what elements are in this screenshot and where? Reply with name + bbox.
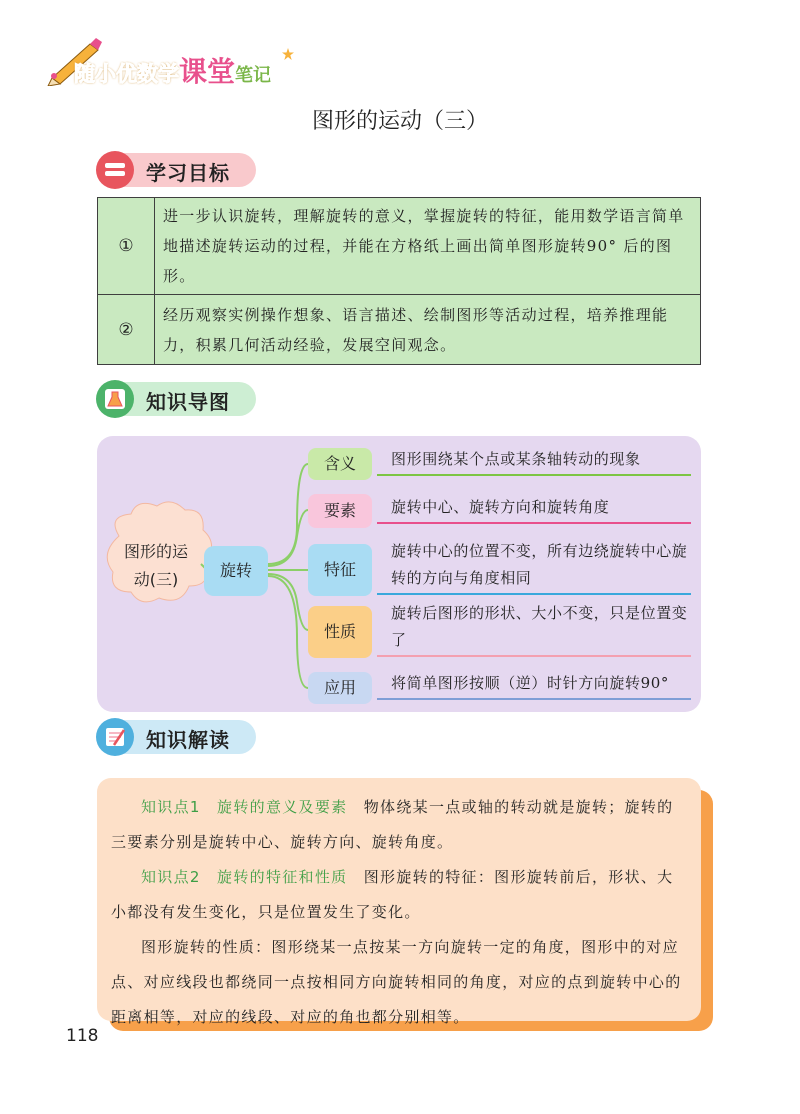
explanation-box	[97, 778, 701, 1026]
knowledge-point-1: 知识点1 旋转的意义及要素 物体绕某一点或轴的转动就是旋转；旋转的三要素分别是旋转中心、旋转方向、旋转角度。	[111, 798, 674, 851]
section-title: 知识解读	[146, 728, 230, 752]
mind-map-root: 图形的运 动(三)	[123, 542, 188, 589]
objective-number: ①	[98, 198, 155, 295]
mind-map-node-application: 应用	[308, 672, 372, 704]
book-logo	[46, 38, 296, 88]
table-row	[98, 198, 701, 295]
section-title: 学习目标	[146, 161, 230, 185]
objectives-table	[97, 197, 701, 365]
page-number: 118	[66, 1026, 99, 1046]
mind-map-desc-properties: 旋转后图形的形状、大小不变，只是位置变了	[377, 600, 691, 657]
section-header-explanation	[96, 718, 256, 756]
notepad-icon	[96, 718, 134, 756]
objective-number: ②	[98, 295, 155, 365]
logo-text	[74, 50, 271, 90]
logo-text-series: 随小优数学	[74, 62, 179, 86]
mind-map-node-features: 特征	[308, 544, 372, 596]
section-header-objectives	[96, 151, 256, 189]
mind-map-center: 旋转	[204, 546, 268, 596]
mind-map-node-elements: 要素	[308, 494, 372, 528]
section-header-mindmap	[96, 380, 256, 418]
book-icon	[96, 151, 134, 189]
logo-text-class: 课堂	[179, 55, 236, 88]
section-title: 知识导图	[146, 390, 230, 414]
mind-map-desc-elements: 旋转中心、旋转方向和旋转角度	[377, 494, 691, 524]
table-row	[98, 295, 701, 365]
knowledge-point-title: 知识点2 旋转的特征和性质	[141, 868, 348, 886]
mind-map-desc-features: 旋转中心的位置不变，所有边绕旋转中心旋转的方向与角度相同	[377, 538, 691, 595]
objective-text: 进一步认识旋转，理解旋转的意义，掌握旋转的特征，能用数学语言简单地描述旋转运动的过程，并能在方格纸上画出简单图形旋转90° 后的图形。	[155, 198, 701, 295]
mind-map-desc-application: 将简单图形按顺（逆）时针方向旋转90°	[377, 670, 691, 700]
logo-text-notes: 笔记	[235, 65, 272, 86]
mind-map-node-meaning: 含义	[308, 448, 372, 480]
rotation-properties-paragraph: 图形旋转的性质：图形绕某一点按某一方向旋转一定的角度，图形中的对应点、对应线段也都绕同一点按相同方向旋转相同的角度，对应的点到旋转中心的距离相等，对应的线段、对应的角也都分别相等。	[111, 938, 682, 1026]
knowledge-point-2: 知识点2 旋转的特征和性质 图形旋转的特征：图形旋转前后，形状、大小都没有发生变化，只是位置发生了变化。	[111, 868, 674, 921]
flask-icon	[96, 380, 134, 418]
page-title: 图形的运动（三）	[311, 109, 488, 134]
mind-map	[97, 436, 701, 712]
objective-text: 经历观察实例操作想象、语言描述、绘制图形等活动过程，培养推理能力，积累几何活动经验，发展空间观念。	[155, 295, 701, 365]
mind-map-node-properties: 性质	[308, 606, 372, 658]
mind-map-desc-meaning: 图形围绕某个点或某条轴转动的现象	[377, 446, 691, 476]
star-icon	[282, 48, 294, 60]
knowledge-point-title: 知识点1 旋转的意义及要素	[141, 798, 348, 816]
